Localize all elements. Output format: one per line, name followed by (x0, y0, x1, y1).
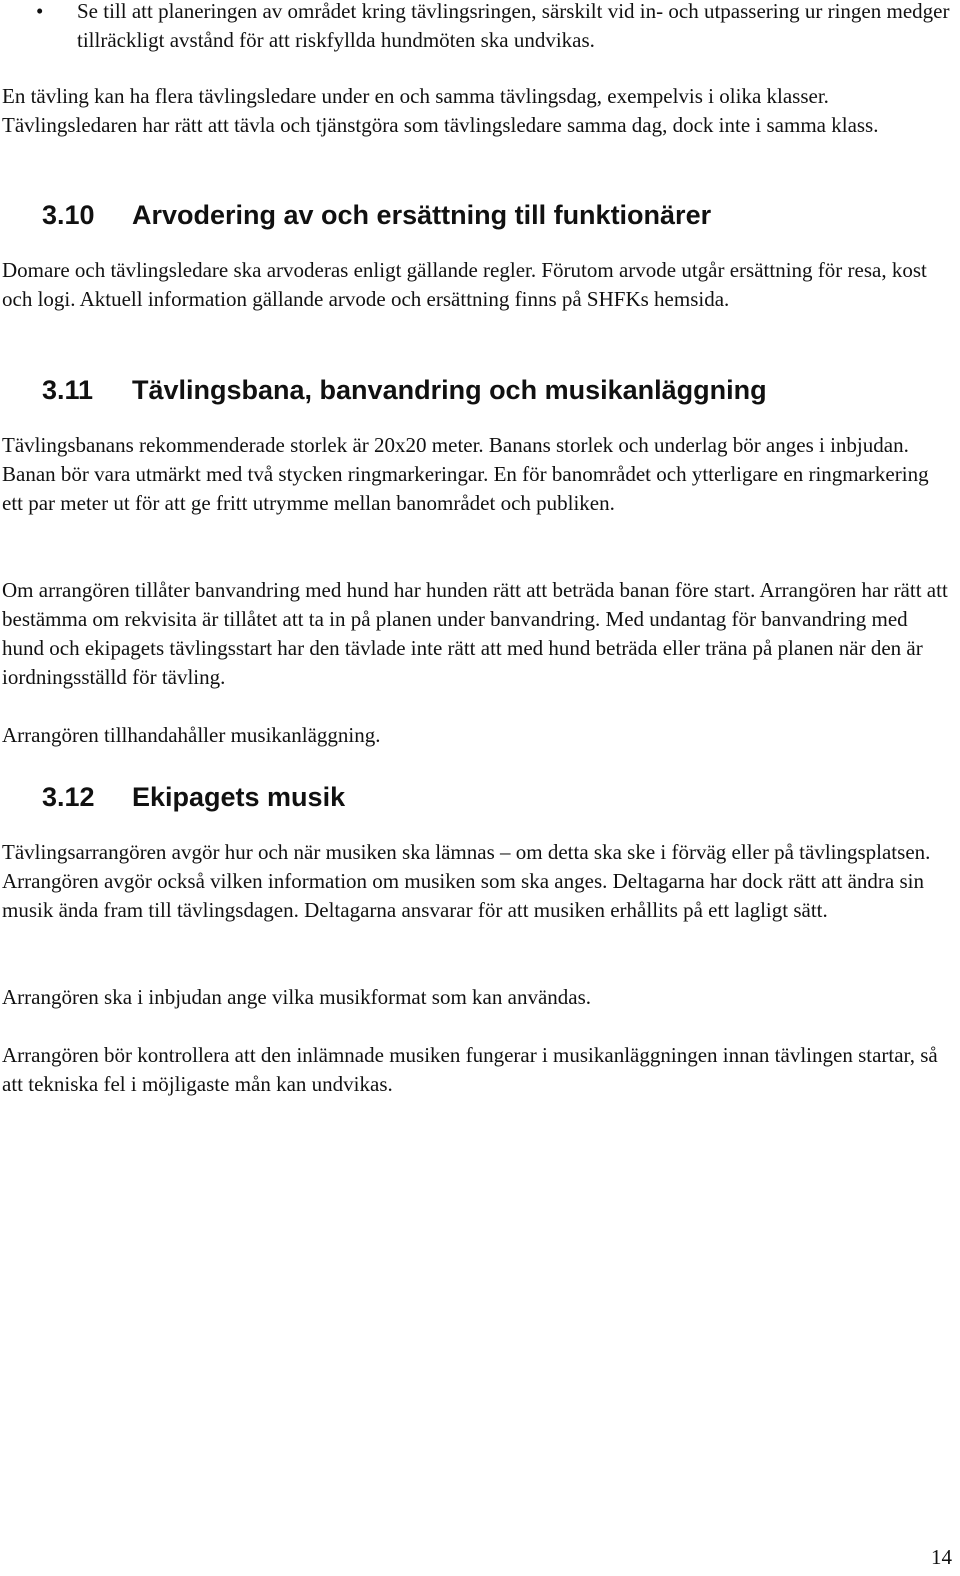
section-heading-3-11 (42, 373, 767, 407)
paragraph: Tävlingsbanans rekommenderade storlek är 20x20 meter. Banans storlek och underlag bör anges i inbjudan. Banan bör vara utmärkt med två stycken ringmarkeringar. En för banområdet och ytterligare en ringmarkering ett par meter ut för att ge fritt utrymme mellan banområdet och publiken. (2, 433, 929, 515)
section-heading-3-10 (42, 198, 711, 232)
section-heading-3-12 (42, 780, 345, 814)
bullet-text: Se till att planeringen av området kring tävlingsringen, särskilt vid in- och utpassering ur ringen medger tillräckligt avstånd för att riskfyllda hundmöten ska undvikas. (77, 0, 950, 52)
section-title: Ekipagets musik (132, 782, 346, 812)
section-number: 3.11 (42, 375, 94, 405)
paragraph: Arrangören ska i inbjudan ange vilka musikformat som kan användas. (2, 985, 592, 1009)
paragraph: Om arrangören tillåter banvandring med hund har hunden rätt att beträda banan före start. Arrangören har rätt att bestämma om rekvisita är tillåtet att ta in på planen under banvandring. Med undantag för banvandring med hund och ekipagets tävlingsstart har den tävlade inte rätt att med hund beträda eller träna på planen när den är iordningsställd för tävling. (2, 578, 948, 689)
paragraph-multiple-leaders: En tävling kan ha flera tävlingsledare under en och samma tävlingsdag, exempelvis i olika klasser. Tävlingsledaren har rätt att tävla och tjänstgöra som tävlingsledare samma dag, dock inte i samma klass. (2, 84, 879, 137)
section-number: 3.12 (42, 782, 95, 812)
section-title: Arvodering av och ersättning till funktionärer (132, 200, 712, 230)
paragraph: Tävlingsarrangören avgör hur och när musiken ska lämnas – om detta ska ske i förväg eller på tävlingsplatsen. Arrangören avgör också vilken information om musiken som ska anges. Deltagarna har dock rätt att ändra sin musik ända fram till tävlingsdagen. Deltagarna ansvarar för att musiken erhållits på ett lagligt sätt. (2, 840, 931, 922)
paragraph: Arrangören bör kontrollera att den inlämnade musiken fungerar i musikanläggningen innan tävlingen startar, så att tekniska fel i möjligaste mån kan undvikas. (2, 1043, 938, 1096)
section-title: Tävlingsbana, banvandring och musikanläggning (132, 375, 767, 405)
paragraph: Domare och tävlingsledare ska arvoderas enligt gällande regler. Förutom arvode utgår ersättning för resa, kost och logi. Aktuell information gällande arvode och ersättning finns på SHFKs hemsida. (2, 258, 927, 311)
section-number: 3.10 (42, 200, 95, 230)
page-number: 14 (931, 1545, 952, 1569)
paragraph: Arrangören tillhandahåller musikanläggning. (2, 723, 381, 747)
bullet-marker: • (36, 0, 44, 23)
